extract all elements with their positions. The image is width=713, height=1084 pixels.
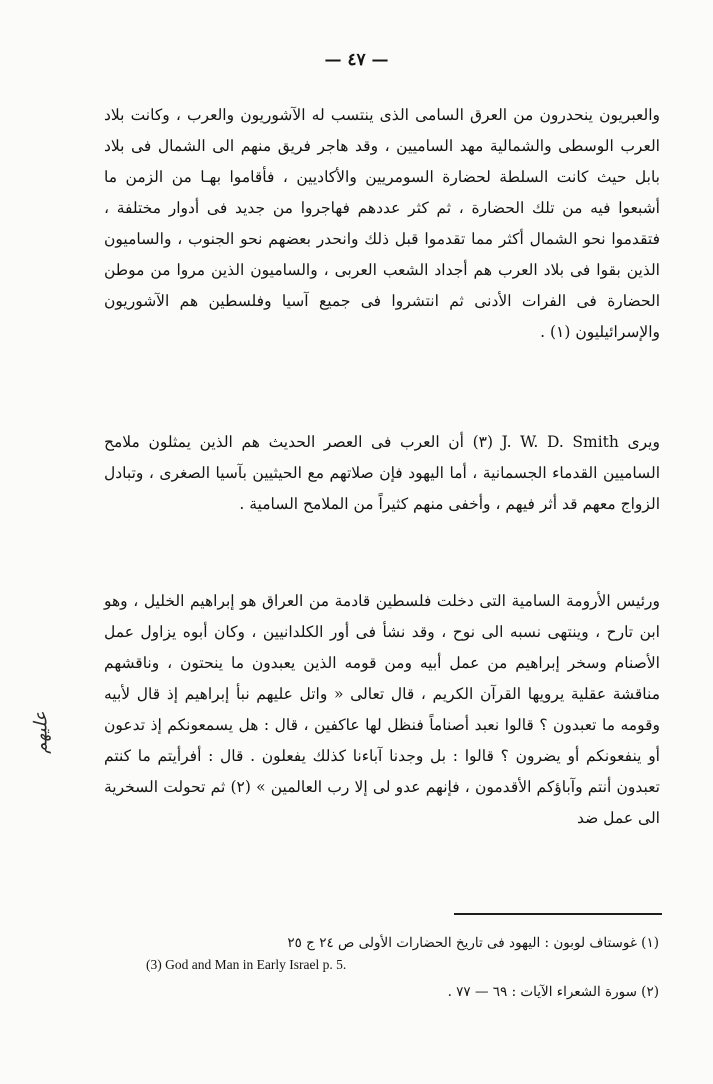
handwritten-margin-note: علیهم [30,711,52,754]
footnote-1: (١) غوستاف لوبون : اليهود فى تاريخ الحضارات الأولى ص ٢٤ ج ٢٥ [287,935,659,951]
footnote-3: (3) God and Man in Early Israel p. 5. [146,957,347,972]
page-number: — ٤٧ — [324,50,389,70]
body-paragraph-1: والعبريون ينحدرون من العرق السامى الذى ينتسب له الآشوريون والعرب ، وكانت بلاد العرب الوسطى والشمالية مهد الساميين ، وقد هاجر فريق منهم الى الشمال فى بلاد بابل حيث كانت السلطة لحضارة السومريين والأكاديين ، فأقاموا بهـا من الزمن ما أشبعوا فيه من تلك الحضارة ، ثم كثر عددهم فهاجروا من جديد فى أدوار مختلفة ، فتقدموا نحو الشمال أكثر مما تقدموا قبل ذلك وانحدر بعضهم نحو الجنوب ، والساميون الذين بقوا فى بلاد العرب هم أجداد الشعب العربى ، والساميون الذين مروا من موطن الحضارة فى الفرات الأدنى ثم انتشروا فى جميع آسيا وفلسطين هم الآشوريون والإسرائيليون (١) . [104,106,660,341]
footnote-divider [454,913,662,915]
footnote-2: (٢) سورة الشعراء الآيات : ٦٩ — ٧٧ . [447,984,659,1000]
body-paragraph-2: ويرى J. W. D. Smith (٣) أن العرب فى العصر الحديث هم الذين يمثلون ملامح الساميين القدماء الجسمانية ، أما اليهود فإن صلاتهم مع الحيثيين بآسيا الصغرى ، وتبادل الزواج معهم قد أثر فيهم ، وأخفى منهم كثيراً من الملامح السامية . [104,433,660,513]
body-paragraph-3: ورئيس الأرومة السامية التى دخلت فلسطين قادمة من العراق هو إبراهيم الخليل ، وهو ابن تارح ، وينتهى نسبه الى نوح ، وقد نشأ فى أور الكلدانيين ، وكان أبوه يزاول عمل الأصنام وسخر إبراهيم من عمل أبيه ومن قومه الذين يعبدون ما ينحتون ، وناقشهم مناقشة عقلية يرويها القرآن الكريم ، قال تعالى « واتل عليهم نبأ إبراهيم إذ قال لأبيه وقومه ما تعبدون ؟ قالوا نعبد أصناماً فنظل لها عاكفين ، قال : هل يسمعونكم إذ تدعون أو ينفعونكم أو يضرون ؟ قالوا : بل وجدنا آباءنا كذلك يفعلون . قال : أفرأيتم ما كنتم تعبدون أنتم وآباؤكم الأقدمون ، فإنهم عدو لى إلا رب العالمين » (٢) ثم تحولت السخرية الى عمل ضد [104,592,660,827]
